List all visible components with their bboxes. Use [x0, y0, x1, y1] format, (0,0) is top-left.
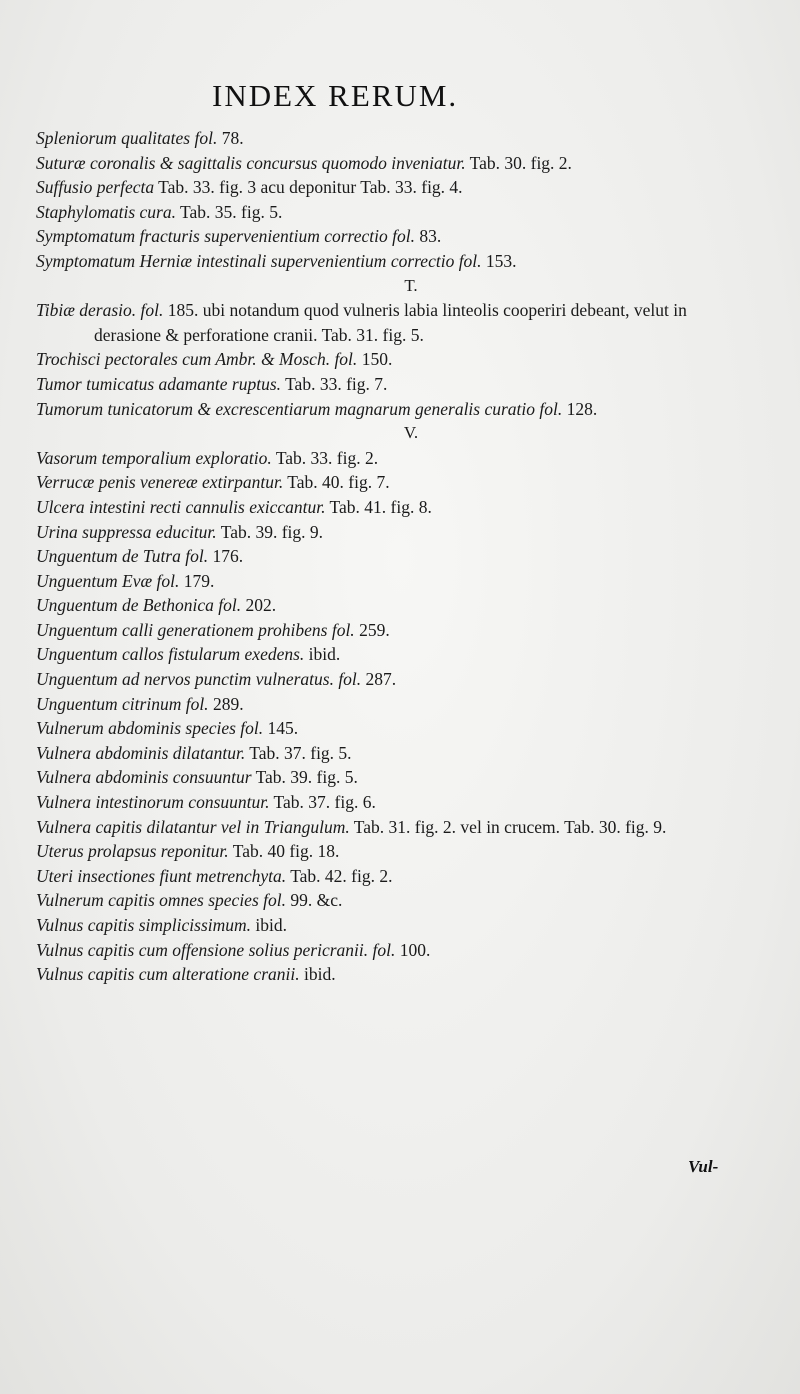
- entry-reference: Tab. 42. fig. 2.: [286, 865, 393, 886]
- entry-term: Symptomatum Herniæ intestinali supervenientium correctio fol.: [36, 250, 482, 271]
- entry-reference: Tab. 35. fig. 5.: [176, 201, 283, 222]
- entry-reference: 145.: [263, 718, 299, 739]
- catchword: Vul-: [688, 1157, 719, 1176]
- entry-term: Symptomatum fracturis supervenientium correctio fol.: [36, 226, 415, 247]
- entry-reference: ibid.: [299, 964, 336, 985]
- index-entry: [36, 815, 746, 840]
- entry-reference: Tab. 33. fig. 7.: [281, 373, 388, 394]
- index-entry: [36, 913, 746, 938]
- page-title: INDEX RERUM.: [212, 78, 459, 113]
- entry-term: Vulnera capitis dilatantur vel in Triangulum.: [36, 816, 350, 837]
- index-entry: [36, 642, 746, 667]
- entry-reference: Tab. 37. fig. 5.: [245, 742, 352, 763]
- index-entry: [36, 175, 746, 200]
- index-entry: [36, 618, 746, 643]
- index-entry: [36, 126, 746, 151]
- index-entry: [36, 741, 746, 766]
- index-entry: [36, 520, 746, 545]
- index-entry: [36, 224, 746, 249]
- entry-term: Staphylomatis cura.: [36, 201, 176, 222]
- entry-reference: Tab. 31. fig. 2. vel in crucem. Tab. 30. fig. 9.: [349, 816, 667, 837]
- index-entry: [36, 298, 746, 347]
- index-entry: [36, 864, 746, 889]
- entry-term: Urina suppressa educitur.: [36, 521, 217, 542]
- entry-term: Vulnerum capitis omnes species fol.: [36, 890, 286, 911]
- entry-reference: 78.: [217, 128, 244, 148]
- entry-reference: 287.: [361, 669, 397, 690]
- index-entry: [36, 839, 746, 864]
- entry-term: Vulnera intestinorum consuuntur.: [36, 792, 270, 813]
- entry-reference: 179.: [179, 570, 215, 591]
- entry-reference: Tab. 30. fig. 2.: [465, 152, 572, 173]
- index-entry: [36, 593, 746, 618]
- entry-term: Vasorum temporalium exploratio.: [36, 447, 272, 468]
- entry-reference: Tab. 39. fig. 5.: [251, 767, 358, 788]
- entry-term: Uteri insectiones fiunt metrenchyta.: [36, 865, 287, 886]
- entry-reference: 185. ubi notandum quod vulneris labia linteolis cooperiri debeant, velut in derasione & perforatione cranii. Tab. 31. fig. 5.: [94, 300, 687, 345]
- entry-reference: Tab. 40. fig. 7.: [283, 472, 390, 493]
- index-entry: [36, 446, 746, 471]
- index-entries: [36, 126, 746, 987]
- index-entry: [36, 544, 746, 569]
- index-entry: [36, 372, 746, 397]
- entry-reference: 100.: [395, 939, 431, 960]
- entry-term: Unguentum citrinum fol.: [36, 693, 209, 714]
- entry-term: Spleniorum qualitates fol.: [36, 128, 218, 148]
- entry-term: Vulnus capitis simplicissimum.: [36, 915, 252, 935]
- entry-reference: 289.: [208, 693, 244, 714]
- index-entry: [36, 569, 746, 594]
- entry-reference: Tab. 37. fig. 6.: [269, 792, 376, 813]
- entry-reference: 128.: [562, 398, 598, 419]
- entry-term: Vulnus capitis cum offensione solius pericranii. fol.: [36, 939, 396, 960]
- index-entry: [36, 692, 746, 717]
- entry-term: Suturæ coronalis & sagittalis concursus quomodo inveniatur.: [36, 152, 466, 173]
- index-entry: [36, 397, 746, 422]
- entry-reference: 83.: [414, 226, 442, 247]
- entry-term: Unguentum de Tutra fol.: [36, 546, 209, 567]
- index-entry: [36, 347, 746, 372]
- index-entry: [36, 765, 746, 790]
- entry-reference: ibid.: [304, 644, 341, 665]
- entry-term: Suffusio perfecta: [36, 177, 155, 198]
- entry-reference: Tab. 41. fig. 8.: [325, 496, 432, 517]
- entry-term: Tumorum tunicatorum & excrescentiarum magnarum generalis curatio fol.: [36, 398, 563, 419]
- index-entry: [36, 716, 746, 741]
- index-entry: [36, 888, 746, 913]
- entry-term: Unguentum Evæ fol.: [36, 570, 180, 591]
- entry-reference: 150.: [357, 349, 393, 370]
- index-entry: [36, 200, 746, 225]
- index-entry: [36, 249, 746, 274]
- index-entry: [36, 790, 746, 815]
- entry-reference: 99. &c.: [285, 890, 343, 911]
- entry-reference: Tab. 39. fig. 9.: [216, 521, 324, 542]
- entry-reference: Tab. 33. fig. 3 acu deponitur Tab. 33. fig. 4.: [154, 177, 463, 198]
- entry-reference: 259.: [354, 619, 390, 640]
- entry-term: Tibiæ derasio. fol.: [36, 300, 164, 321]
- index-entry: [36, 938, 746, 963]
- entry-term: Ulcera intestini recti cannulis exiccantur.: [36, 496, 326, 517]
- index-entry: [36, 151, 746, 176]
- entry-term: Unguentum de Bethonica fol.: [36, 595, 242, 616]
- entry-reference: 202.: [241, 595, 277, 616]
- entry-term: Unguentum calli generationem prohibens fol.: [36, 619, 355, 640]
- entry-term: Vulnerum abdominis species fol.: [36, 718, 264, 739]
- entry-reference: 153.: [481, 250, 517, 271]
- entry-term: Tumor tumicatus adamante ruptus.: [36, 373, 282, 394]
- entry-term: Uterus prolapsus reponitur.: [36, 841, 229, 862]
- entry-reference: Tab. 33. fig. 2.: [271, 447, 379, 468]
- entry-term: Unguentum ad nervos punctim vulneratus. fol.: [36, 669, 362, 690]
- entry-term: Vulnus capitis cum alteratione cranii.: [36, 964, 300, 985]
- index-entry: [36, 470, 746, 495]
- entry-term: Trochisci pectorales cum Ambr. & Mosch. fol.: [36, 349, 358, 370]
- entry-reference: Tab. 40 fig. 18.: [228, 841, 340, 862]
- index-entry: [36, 962, 746, 987]
- entry-reference: 176.: [208, 546, 244, 567]
- entry-term: Vulnera abdominis consuuntur: [36, 767, 252, 788]
- entry-reference: ibid.: [251, 915, 288, 935]
- section-letter: V.: [403, 423, 419, 443]
- entry-term: Unguentum callos fistularum exedens.: [36, 644, 305, 665]
- index-entry: [36, 495, 746, 520]
- section-letter: T.: [404, 275, 418, 295]
- entry-term: Verrucæ penis venereæ extirpantur.: [36, 472, 284, 493]
- index-entry: [36, 667, 746, 692]
- entry-term: Vulnera abdominis dilatantur.: [36, 742, 246, 763]
